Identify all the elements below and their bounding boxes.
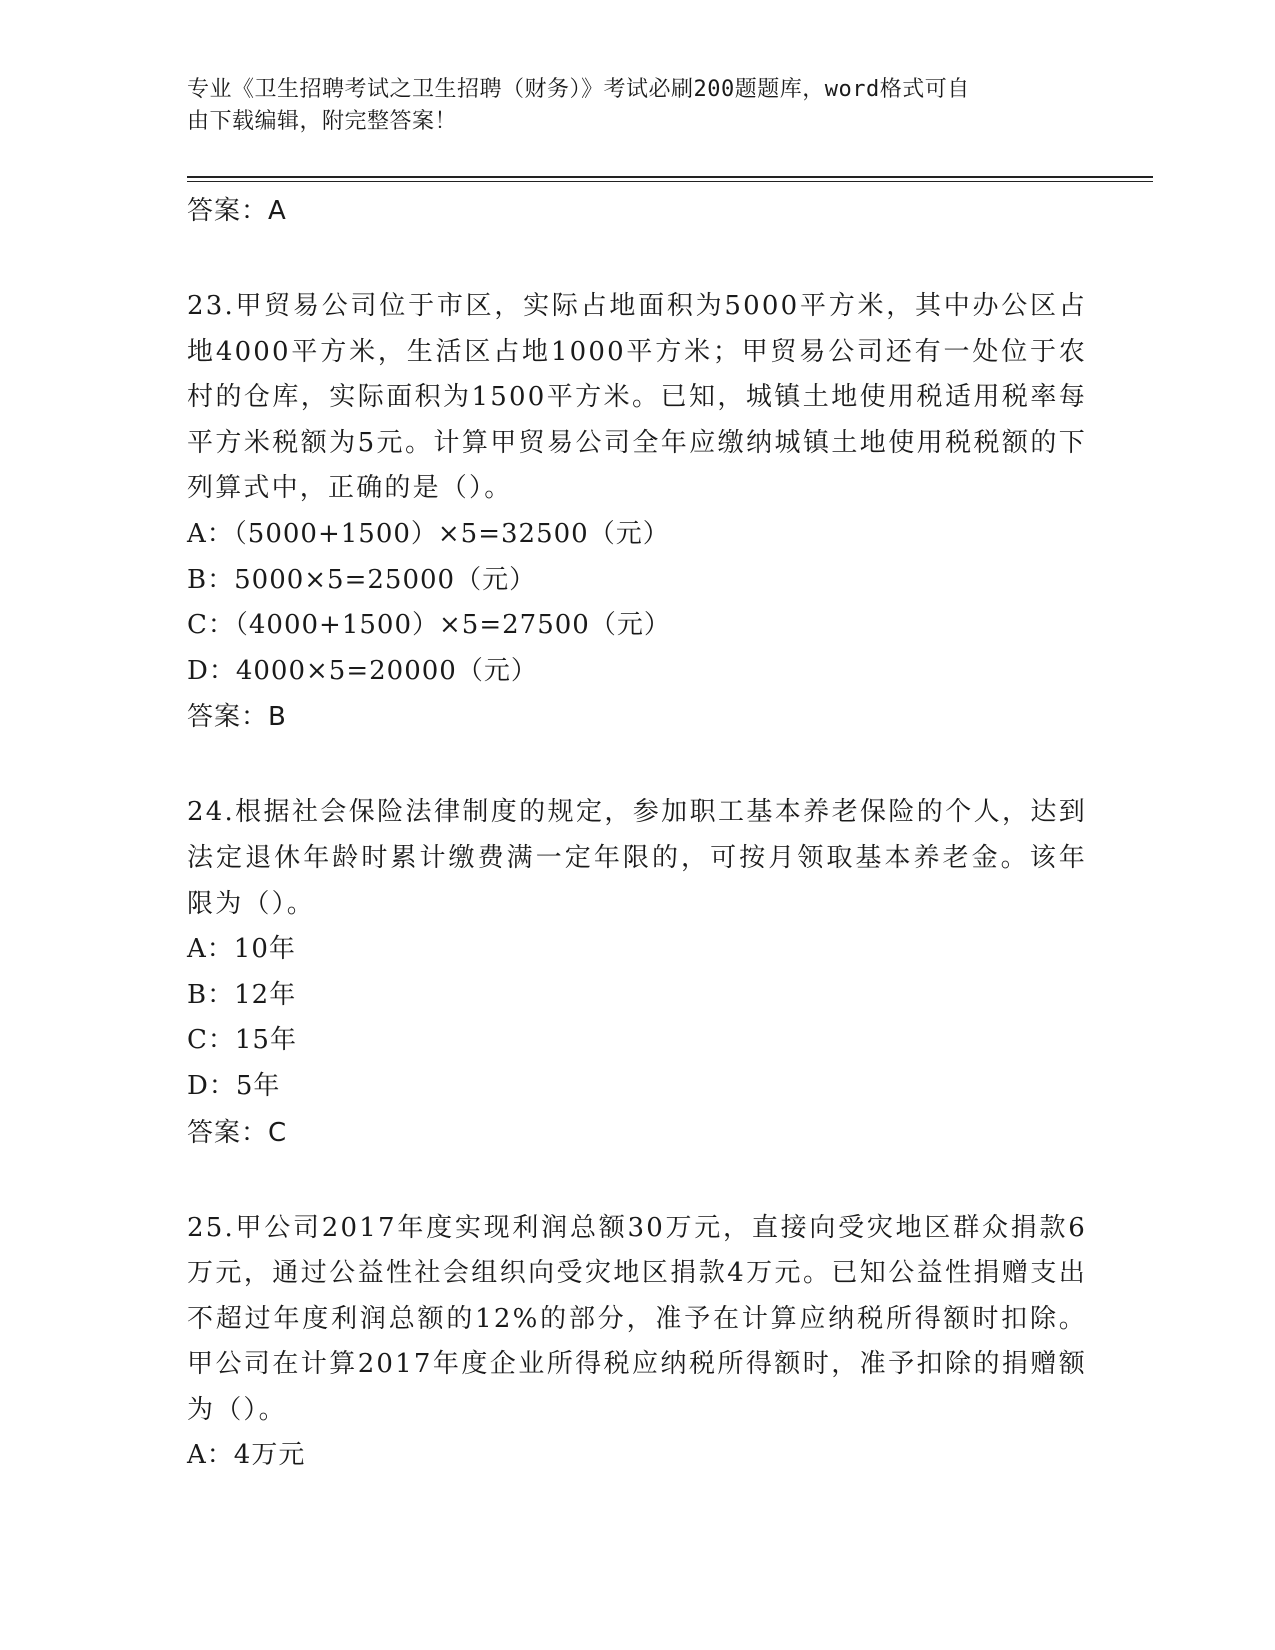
question-23-text: 23.甲贸易公司位于市区，实际占地面积为5000平方米，其中办公区占地4000平方米，生活区占地1000平方米；甲贸易公司还有一处位于农村的仓库，实际面积为1500平方米。已知，城镇土地使用税适用税率每平方米税额为5元。计算甲贸易公司全年应缴纳城镇土地使用税税额的下列算式中，正确的是（）。 [187, 291, 1087, 504]
q23-option-a: A：（5000+1500）×5=32500（元） [187, 518, 670, 549]
header-divider-thick [187, 176, 1153, 178]
question-24-text: 24.根据社会保险法律制度的规定，参加职工基本养老保险的个人，达到法定退休年龄时累计缴费满一定年限的，可按月领取基本养老金。该年限为（）。 [187, 797, 1087, 919]
question-content [187, 188, 1087, 1479]
answer-q23: 答案：B [187, 702, 287, 733]
q25-option-a: A：4万元 [187, 1440, 306, 1471]
header-line-2: 由下载编辑，附完整答案！ [187, 109, 458, 134]
q23-option-d: D：4000×5=20000（元） [187, 655, 538, 686]
q24-option-d: D：5年 [187, 1070, 281, 1101]
answer-q24: 答案：C [187, 1117, 288, 1148]
header-line-1: 专业《卫生招聘考试之卫生招聘（财务）》考试必刷200题题库，word格式可自 [187, 77, 970, 102]
q23-option-b: B：5000×5=25000（元） [187, 564, 537, 595]
q24-option-c: C：15年 [187, 1025, 297, 1056]
header-divider-thin [187, 181, 1153, 182]
page-header [187, 74, 1067, 138]
answer-q22: 答案：A [187, 196, 287, 226]
q24-option-a: A：10年 [187, 934, 296, 965]
q23-option-c: C：（4000+1500）×5=27500（元） [187, 610, 671, 641]
q24-option-b: B：12年 [187, 979, 297, 1010]
question-25-text: 25.甲公司2017年度实现利润总额30万元，直接向受灾地区群众捐款6万元，通过公益性社会组织向受灾地区捐款4万元。已知公益性捐赠支出不超过年度利润总额的12%的部分，准予在计算应纳税所得额时扣除。甲公司在计算2017年度企业所得税应纳税所得额时，准予扣除的捐赠额为（）。 [187, 1212, 1087, 1425]
